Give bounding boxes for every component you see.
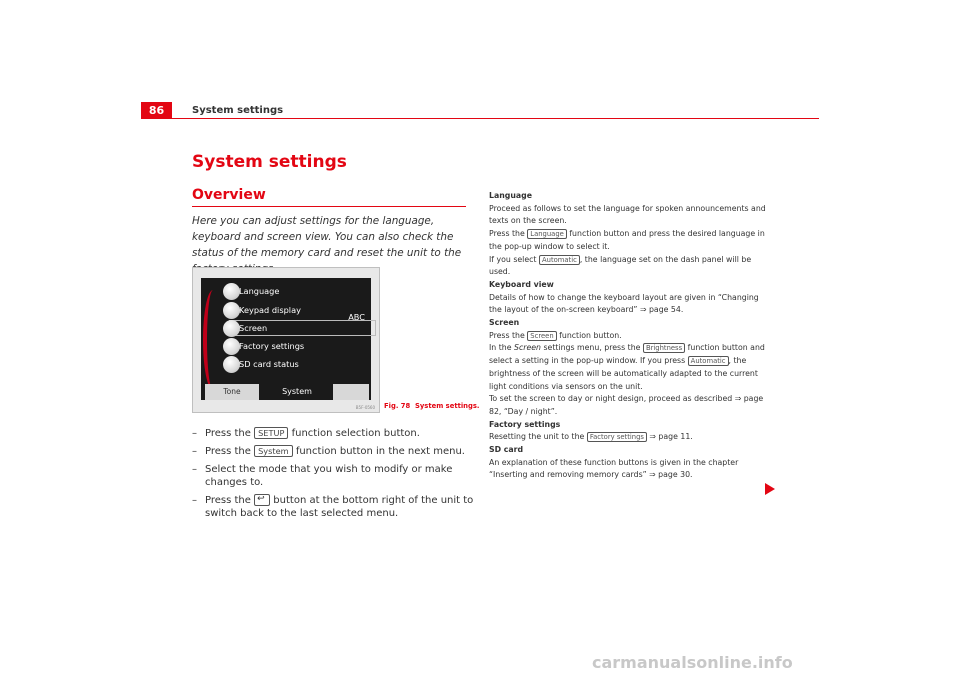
heading-screen: Screen [489, 318, 520, 328]
figure-code: B5F-0560 [355, 405, 375, 410]
heading-keyboard-view: Keyboard view [489, 279, 554, 289]
heading-sd-card: SD card [489, 445, 524, 455]
page-number: 86 [141, 102, 172, 119]
automatic-button-label: Automatic [539, 255, 580, 265]
page-title: System settings [192, 152, 347, 172]
section-title: System settings [192, 105, 284, 116]
continue-arrow-icon [765, 483, 775, 495]
keyboard-paragraph: Details of how to change the keyboard layout are given in “Changing the layout of the on-screen keyboard” ⇒ page 54. [489, 292, 759, 315]
step-3: – Select the mode that you wish to modify or make changes to. [192, 464, 453, 488]
screen-display [201, 278, 371, 400]
screen-paragraph-3: To set the screen to day or night design, proceed as described ⇒ page 82, “Day / night”. [489, 394, 764, 416]
automatic-button-label-2: Automatic [688, 356, 729, 366]
factory-knob-icon [223, 338, 240, 355]
language-paragraph-1: Proceed as follows to set the language for spoken announcements and texts on the screen. [489, 203, 766, 226]
step-1: – Press the SETUP function selection button. [192, 428, 420, 439]
factory-settings-button-label: Factory settings [587, 432, 647, 442]
system-settings-screenshot [192, 267, 380, 413]
watermark: carmanualsonline.info [592, 653, 793, 672]
instruction-steps [192, 427, 476, 525]
heading-language: Language [489, 191, 533, 200]
screen-paragraph-1: Press the Screen function button. [489, 330, 622, 340]
step-4: – Press the ↩ button at the bottom right of the unit to switch back to the last selected menu. [192, 494, 476, 520]
language-paragraph-2: Press the Language function button and press the desired language in the pop-up window to select it. [489, 229, 765, 251]
back-button-icon [254, 494, 270, 506]
language-paragraph-3: If you select Automatic , the language set on the dash panel will be used. [489, 254, 752, 277]
heading-factory-settings: Factory settings [489, 419, 561, 429]
menu-item-keypad-display: Keypad display [239, 305, 301, 315]
caption-label: Fig. 78 [384, 402, 411, 410]
arrow-knob-icon [223, 302, 240, 319]
menu-item-screen: Screen [239, 323, 268, 333]
tab-tone: Tone [205, 384, 259, 400]
header-rule [141, 118, 819, 119]
keypad-value: ABC [348, 312, 365, 322]
intro-text: Here you can adjust settings for the language, keyboard and screen view. You can also check the status of the memory card and reset the unit to the [192, 215, 462, 259]
language-knob-icon [223, 283, 240, 300]
sd-card-paragraph: An explanation of these function buttons is given in the chapter “Inserting and removing memory cards” ⇒ page 30. [489, 457, 739, 480]
screen-knob-icon [223, 320, 240, 337]
menu-item-factory-settings: Factory settings [239, 341, 305, 351]
system-button-label: System [254, 445, 293, 457]
screen-paragraph-2: In the Screen settings menu, press the Brightness function button and select a setting in the pop-up window. If you press Automatic , the brightness of the screen will be automatically adapted to the current light conditions via sensors on the unit. [489, 343, 765, 391]
figure-caption [384, 402, 479, 410]
menu-item-sd-card-status: SD card status [239, 359, 299, 369]
screen-arc-decoration [203, 290, 223, 390]
setup-button-label: SETUP [254, 427, 288, 439]
caption-text: System settings. [414, 402, 480, 410]
subheading-rule [192, 206, 466, 207]
sd-knob-icon [223, 356, 240, 373]
subheading-overview: Overview [192, 187, 266, 203]
factory-paragraph: Resetting the unit to the Factory settings ⇒ page 11. [489, 432, 693, 442]
brightness-button-label: Brightness [643, 343, 685, 353]
step-2: – Press the System function button in the next menu. [192, 446, 465, 457]
right-column [489, 190, 767, 482]
tab-empty [333, 384, 369, 400]
tab-system: System [282, 387, 312, 396]
menu-item-language: Language [239, 286, 280, 296]
screen-button-label: Screen [527, 331, 556, 341]
language-button-label: Language [527, 229, 567, 239]
